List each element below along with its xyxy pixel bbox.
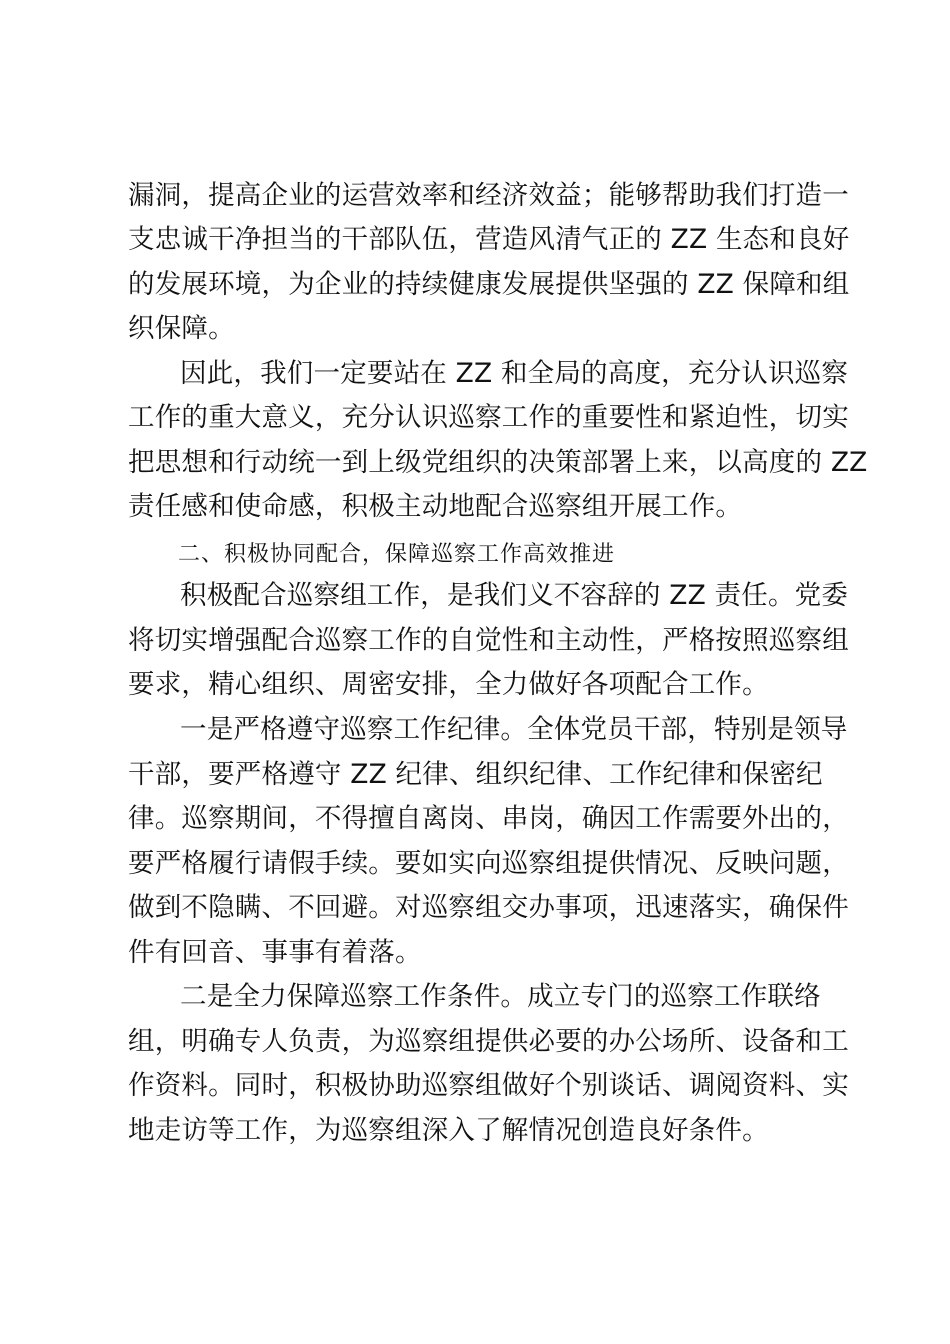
text-line: 把思想和行动统一到上级党组织的决策部署上来，以高度的 ZZ	[128, 447, 868, 478]
text-line: 漏洞，提高企业的运营效率和经济效益；能够帮助我们打造一	[128, 180, 849, 211]
text-line: 将切实增强配合巡察工作的自觉性和主动性，严格按照巡察组	[128, 625, 849, 656]
text-line: 干部，要严格遵守 ZZ 纪律、组织纪律、工作纪律和保密纪	[128, 759, 823, 790]
text-line: 件有回音、事事有着落。	[128, 937, 422, 968]
text-line: 做到不隐瞒、不回避。对巡察组交办事项，迅速落实，确保件	[128, 892, 849, 923]
text-line: 的发展环境，为企业的持续健康发展提供坚强的 ZZ 保障和组	[128, 269, 850, 300]
text-line: 地走访等工作，为巡察组深入了解情况创造良好条件。	[128, 1115, 769, 1146]
section-heading: 二、积极协同配合，保障巡察工作高效推进	[178, 542, 616, 567]
text-line: 工作的重大意义，充分认识巡察工作的重要性和紧迫性，切实	[128, 402, 849, 433]
text-line: 要求，精心组织、周密安排，全力做好各项配合工作。	[128, 669, 769, 700]
text-line: 织保障。	[128, 313, 235, 344]
text-line: 积极配合巡察组工作，是我们义不容辞的 ZZ 责任。党委	[180, 580, 849, 611]
text-line: 二是全力保障巡察工作条件。成立专门的巡察工作联络	[180, 981, 821, 1012]
text-line: 支忠诚干净担当的干部队伍，营造风清气正的 ZZ 生态和良好	[128, 224, 850, 255]
text-line: 一是严格遵守巡察工作纪律。全体党员干部，特别是领导	[180, 714, 848, 745]
text-line: 责任感和使命感，积极主动地配合巡察组开展工作。	[128, 491, 743, 522]
text-line: 组，明确专人负责，为巡察组提供必要的办公场所、设备和工	[128, 1026, 849, 1057]
text-line: 因此，我们一定要站在 ZZ 和全局的高度，充分认识巡察	[180, 358, 849, 389]
text-line: 作资料。同时，积极协助巡察组做好个别谈话、调阅资料、实	[128, 1070, 849, 1101]
text-line: 律。巡察期间，不得擅自离岗、串岗，确因工作需要外出的，	[128, 803, 849, 834]
text-line: 要严格履行请假手续。要如实向巡察组提供情况、反映问题，	[128, 848, 849, 879]
